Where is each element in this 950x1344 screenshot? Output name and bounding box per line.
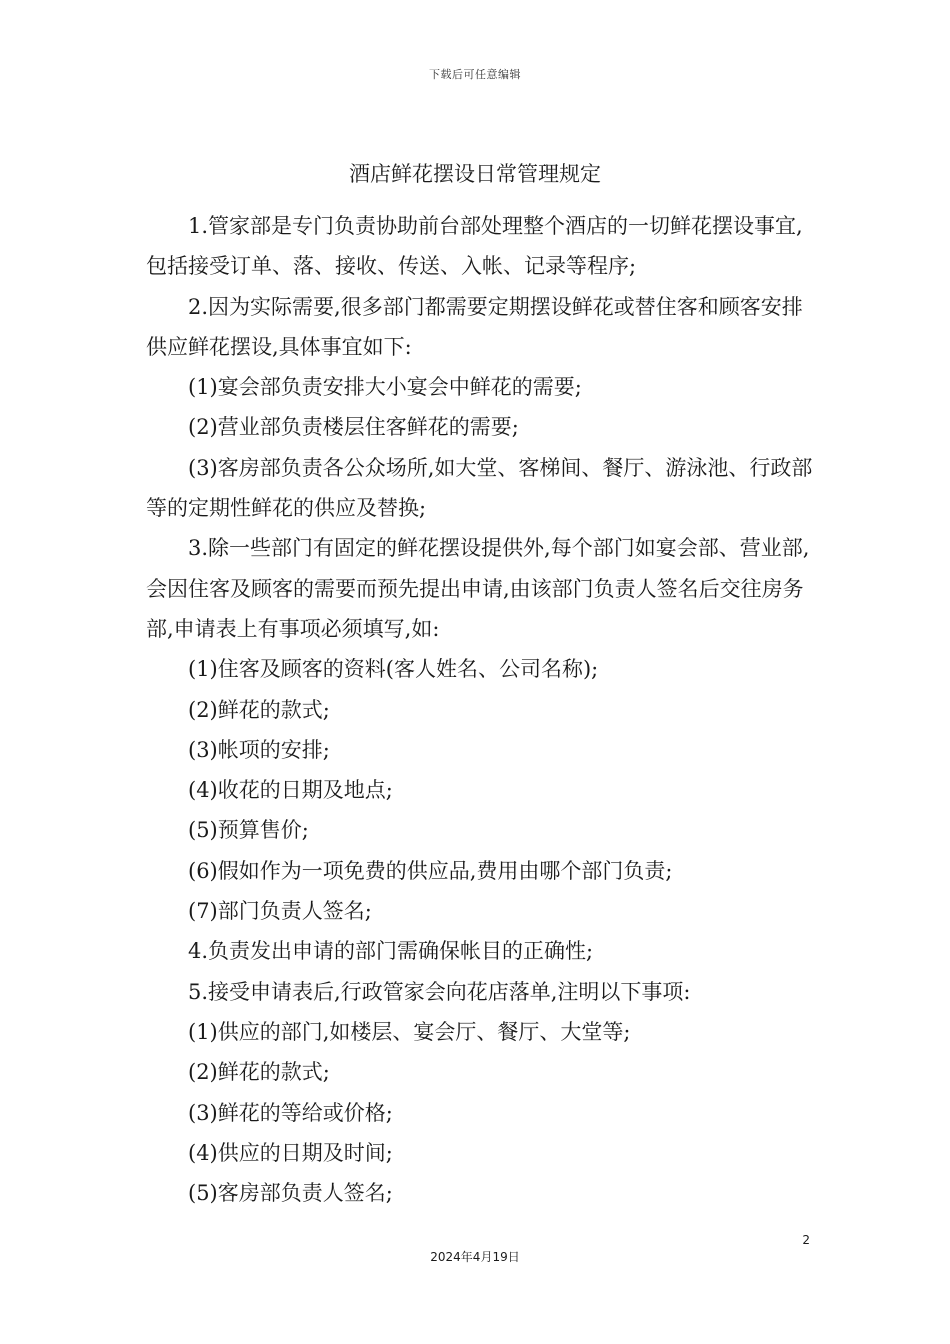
document-title: 酒店鲜花摆设日常管理规定: [349, 162, 601, 186]
paragraph: (5)客房部负责人签名;: [188, 1181, 393, 1206]
paragraph: (2)鲜花的款式;: [188, 697, 330, 722]
paragraph: 2.因为实际需要,很多部门都需要定期摆设鲜花或替住客和顾客安排供应鲜花摆设,具体事宜如下:: [146, 294, 803, 359]
paragraph: (3)帐项的安排;: [188, 737, 330, 762]
page-number: 2: [802, 1233, 810, 1247]
paragraph: (3)客房部负责各公众场所,如大堂、客梯间、餐厅、游泳池、行政部等的定期性鲜花的供应及替换;: [146, 455, 813, 521]
paragraph: (2)鲜花的款式;: [188, 1060, 330, 1085]
document-body: [146, 206, 814, 1213]
header-note: 下载后可任意编辑: [429, 68, 521, 81]
paragraph: (5)预算售价;: [188, 818, 309, 843]
paragraph: 3.除一些部门有固定的鲜花摆设提供外,每个部门如宴会部、营业部,会因住客及顾客的需要而预先提出申请,由该部门负责人签名后交往房务部,申请表上有事项必须填写,如:: [146, 536, 810, 641]
paragraph: (1)住客及顾客的资料(客人姓名、公司名称);: [188, 657, 599, 682]
paragraph: (6)假如作为一项免费的供应品,费用由哪个部门负责;: [188, 858, 673, 883]
paragraph: 1.管家部是专门负责协助前台部处理整个酒店的一切鲜花摆设事宜,包括接受订单、落、接收、传送、入帐、记录等程序;: [146, 214, 803, 279]
paragraph: 4.负责发出申请的部门需确保帐目的正确性;: [188, 939, 594, 964]
paragraph: (1)宴会部负责安排大小宴会中鲜花的需要;: [188, 375, 582, 400]
footer-date: 2024年4月19日: [430, 1250, 520, 1264]
paragraph: (7)部门负责人签名;: [188, 899, 372, 924]
paragraph: (2)营业部负责楼层住客鲜花的需要;: [188, 415, 519, 440]
paragraph: 5.接受申请表后,行政管家会向花店落单,注明以下事项:: [188, 979, 691, 1004]
paragraph: (3)鲜花的等给或价格;: [188, 1100, 393, 1125]
paragraph: (1)供应的部门,如楼层、宴会厅、餐厅、大堂等;: [188, 1019, 631, 1044]
paragraph: (4)收花的日期及地点;: [188, 778, 393, 803]
paragraph: (4)供应的日期及时间;: [188, 1140, 393, 1165]
